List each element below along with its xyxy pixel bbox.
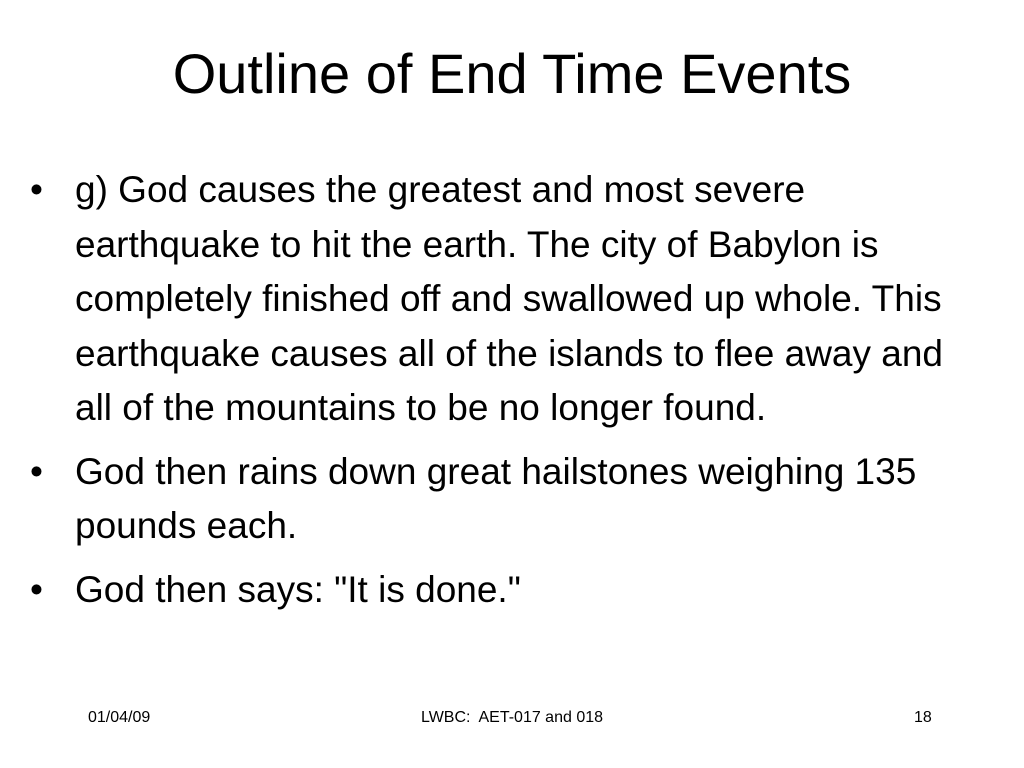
bullet-text: God then says: "It is done."	[75, 568, 521, 610]
bullet-text: g) God causes the greatest and most severe earthquake to hit the earth. The city of Babylon is completely finished off and swallowed up whole. This earthquake causes all of the islands to flee away and all of the mountains to be no longer found.	[75, 169, 944, 428]
bullet-item	[30, 445, 990, 554]
bullet-text: God then rains down great hailstones weighing 135 pounds each.	[75, 450, 917, 546]
slide-title: Outline of End Time Events	[172, 42, 852, 105]
bullet-list	[30, 163, 990, 626]
bullet-dot-icon: •	[30, 450, 43, 492]
bullet-dot-icon: •	[30, 169, 43, 210]
bullet-item	[30, 163, 990, 436]
bullet-item	[30, 563, 990, 618]
footer-date: 01/04/09	[88, 709, 151, 726]
footer-page-number: 18	[914, 709, 932, 726]
footer-center-text: LWBC: AET-017 and 018	[420, 709, 604, 726]
bullet-dot-icon: •	[30, 568, 43, 610]
